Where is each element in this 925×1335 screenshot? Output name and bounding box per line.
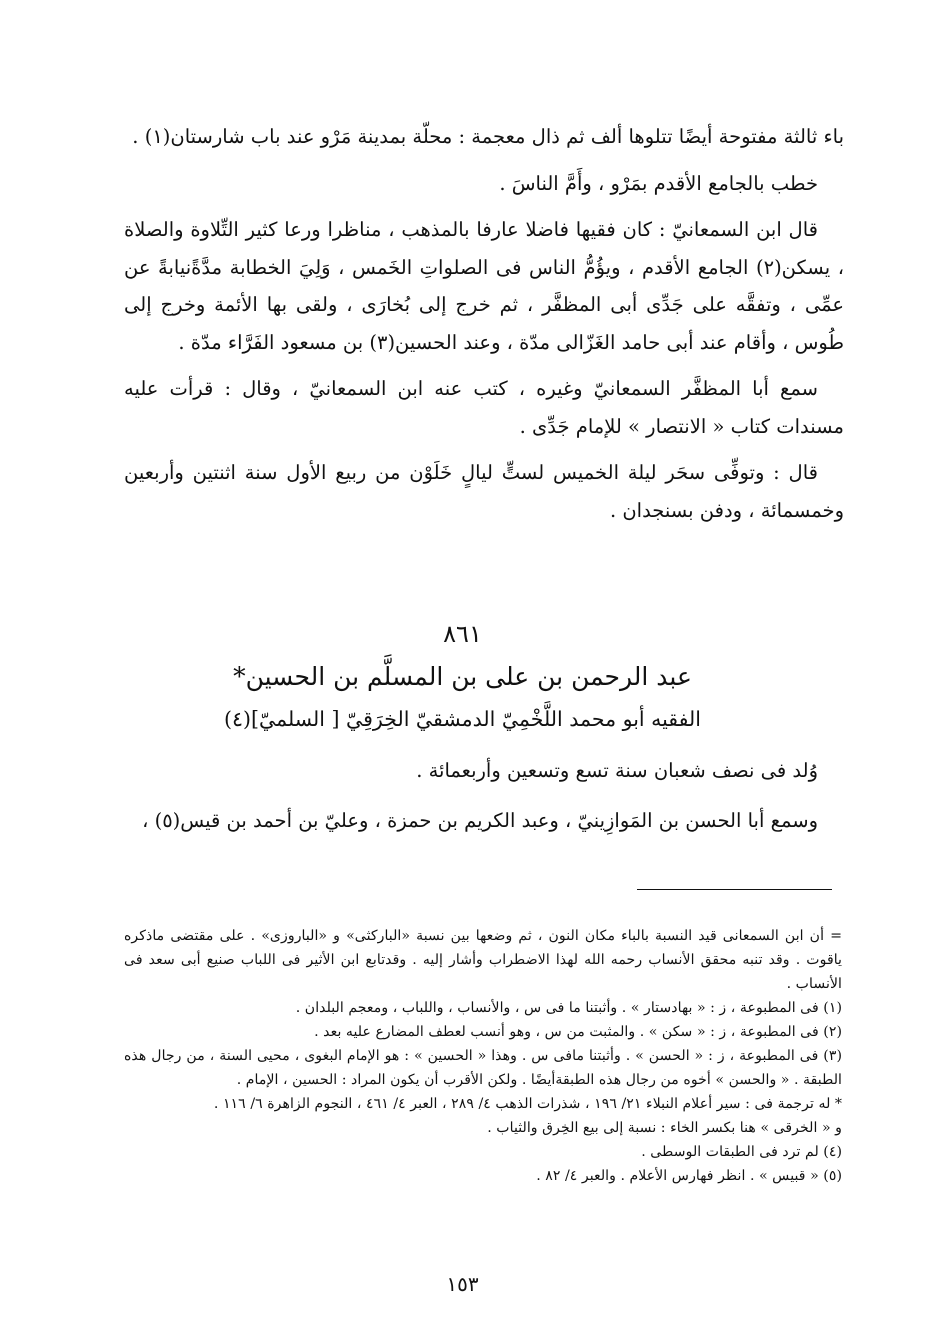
footnote: (٥) « قبيس » . انظر فهارس الأعلام . والعبر ٤/ ٨٢ . [536, 1168, 842, 1184]
entry-title: عبد الرحمن بن على بن المسلَّم بن الحسين* [233, 662, 692, 691]
footnote: (٤) لم ترد فى الطبقات الوسطى . [641, 1144, 842, 1160]
footnote: و « الخرقى » هنا بكسر الخاء : نسبة إلى بيع الخِرق والثياب . [487, 1120, 842, 1136]
paragraph-continuation: باء ثالثة مفتوحة أيضًا تتلوها ألف ثم ذال معجمة : محلّة بمدينة مَرْو عند باب شارستان(١) . [132, 125, 844, 148]
footnote: (١) فى المطبوعة ، ز : « بهادستار » . وأثبتنا ما فى س ، والأنساب ، واللباب ، ومعجم البلدان . [295, 1000, 842, 1016]
footnote: (٢) فى المطبوعة ، ز : « سكن » . والمثبت من س ، وهو أنسب لعطف المضارع عليه بعد . [314, 1024, 842, 1040]
entry-subtitle: الفقيه أبو محمد اللَّخْمِيّ الدمشقيّ الخِرَقِيّ [ السلميّ](٤) [224, 707, 701, 731]
footnote: (٣) فى المطبوعة ، ز : « الحسن » . وأثبتنا مافى س . وهذا « الحسين » : هو الإمام البغوى ، محيى السنة ، من رجال هذه الطبقة . « والحسن » أخوه من رجال هذه الطبقةأيضًا . ولكن الأقرب أن يكون المراد : الحسين ، الإمام . [124, 1048, 842, 1088]
paragraph-ibn-samani-quote: قال ابن السمعانيّ : كان فقيها فاضلا عارفا بالمذهب ، مناظرا ورعا كثير التِّلاوة والصلاة ، يسكن(٢) الجامع الأقدم ، ويؤُمُّ الناس فى الصلواتِ الخَمس ، وَلِيَ الخطابة مدَّةًنيابةً عن عمِّى ، وتفقَّه على جَدِّى أبى المظفَّر ، ثم خرج إلى بُخارَى ، ولقى بها الأئمة وخرج إلى طُوس ، وأقام عند أبى حامد الغَزّالى مدّة ، وعند الحسين(٣) بن مسعود الفَرَّاء مدّة . [124, 218, 844, 354]
paragraph-teachers: وسمع أبا الحسن بن المَوازِينيّ ، وعبد الكريم بن حمزة ، وعليّ بن أحمد بن قيس(٥) ، [142, 808, 818, 832]
paragraph-birth: وُلد فى نصف شعبان سنة تسع وتسعين وأربعمائة . [416, 759, 818, 782]
paragraph-death: قال : وتوفِّى سحَر ليلة الخميس لستٍّ ليالٍ خَلَوْن من ربيع الأول سنة اثنتين وأربعين وخمسمائة ، ودفن بسنجدان . [124, 461, 844, 522]
footnote: * له ترجمة فى : سير أعلام النبلاء ٢١/ ١٩٦ ، شذرات الذهب ٤/ ٢٨٩ ، العبر ٤/ ٤٦١ ، النجوم الزاهرة ٦/ ١١٦ . [213, 1096, 842, 1112]
entry-text [124, 752, 844, 851]
paragraph-samaa: سمع أبا المظفَّر السمعانيّ وغيره ، كتب عنه ابن السمعانيّ ، وقال : قرأت عليه مسندات كتاب « الانتصار » للإمام جَدِّى . [124, 377, 844, 438]
entry-number: ٨٦١ [443, 620, 482, 648]
page-number: ١٥٣ [446, 1272, 479, 1296]
footnote: = أن ابن السمعانى قيد النسبة بالباء مكان النون ، ثم وضعها بين نسبة «الباركثى» و «الباروزى» . على مقتضى ماذكره ياقوت . وقد تنبه محقق الأنساب رحمه الله لهذا الاضطراب وأشار إليه . وقدتابع ابن الأثير فى اللباب صنيع أبى سعد فى الأنساب . [124, 928, 842, 992]
paragraph-khutba: خطب بالجامع الأقدم بمَرْو ، وأَمَّ الناسَ . [499, 171, 818, 195]
footnotes [124, 924, 842, 1188]
main-text [124, 118, 844, 538]
footnote-separator [637, 889, 832, 890]
